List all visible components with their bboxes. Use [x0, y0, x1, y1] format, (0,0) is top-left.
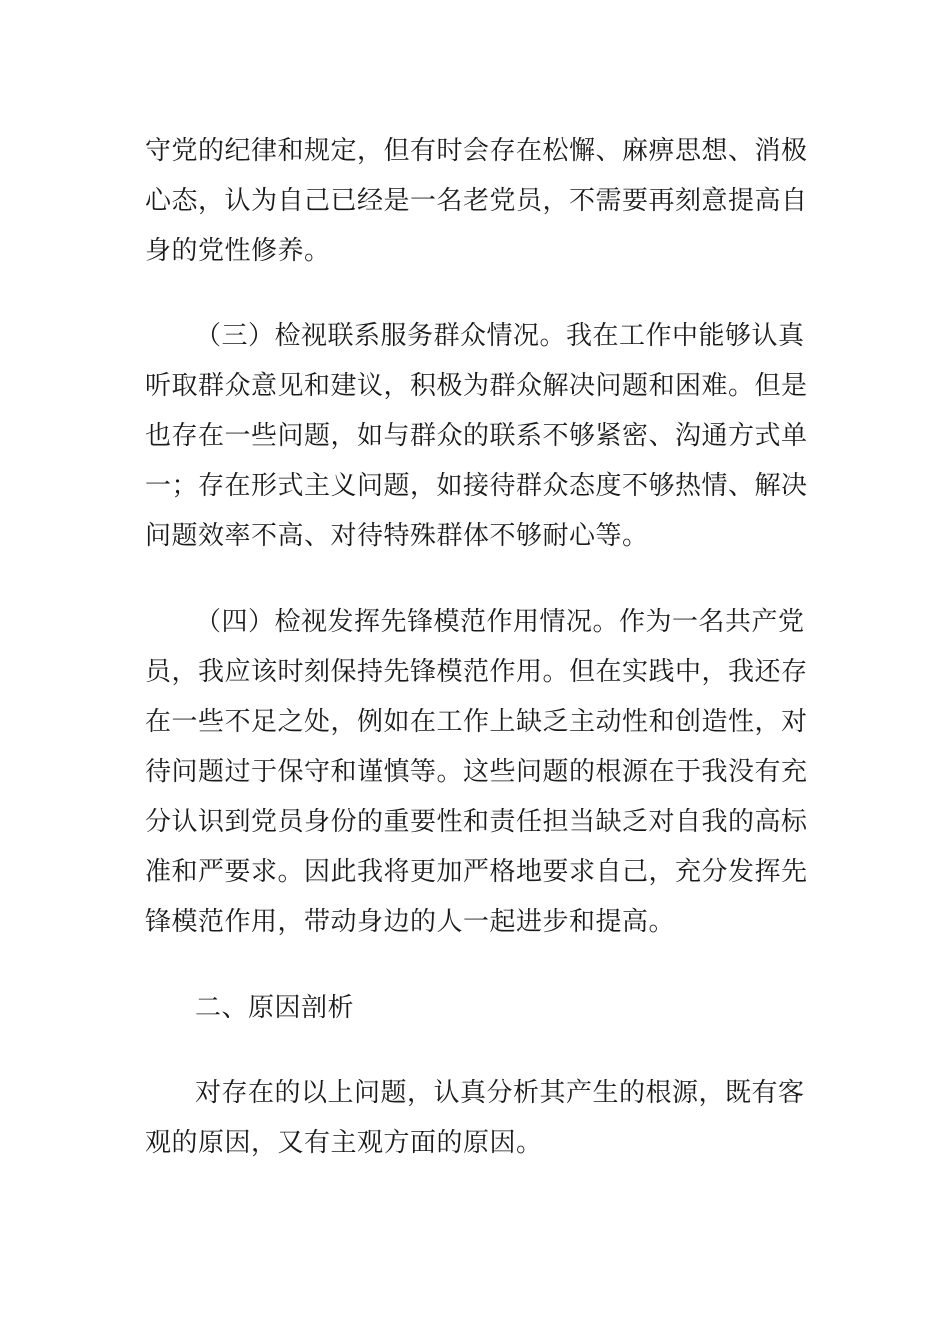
- text-line: 锋模范作用，带动身边的人一起进步和提高。: [145, 907, 676, 937]
- section-heading-cause-analysis: [145, 983, 790, 1033]
- text-line: 身的党性修养。: [145, 236, 331, 266]
- paragraph-serving-masses: [145, 311, 808, 561]
- text-line: 准和严要求。因此我将更加严格地要求自己，充分发挥先: [145, 857, 808, 887]
- text-line: 也存在一些问题，如与群众的联系不够紧密、沟通方式单: [145, 421, 808, 451]
- paragraph-party-discipline-continued: [145, 126, 808, 276]
- text-line: 员，我应该时刻保持先锋模范作用。但在实践中，我还存: [145, 657, 808, 687]
- text-line: 问题效率不高、对待特殊群体不够耐心等。: [145, 521, 649, 551]
- text-line: 心态，认为自己已经是一名老党员，不需要再刻意提高自: [145, 186, 808, 216]
- text-line: 守党的纪律和规定，但有时会存在松懈、麻痹思想、消极: [145, 136, 808, 166]
- text-line: 一；存在形式主义问题，如接待群众态度不够热情、解决: [145, 471, 808, 501]
- text-line: 观的原因，又有主观方面的原因。: [145, 1128, 543, 1158]
- text-line: 对存在的以上问题，认真分析其产生的根源，既有客: [195, 1078, 805, 1108]
- text-line: 听取群众意见和建议，积极为群众解决问题和困难。但是: [145, 371, 808, 401]
- paragraph-cause-intro: [145, 1068, 805, 1168]
- section-heading: 二、原因剖析: [195, 993, 355, 1023]
- text-line: 待问题过于保守和谨慎等。这些问题的根源在于我没有充: [145, 757, 808, 787]
- paragraph-vanguard-role: [145, 597, 808, 947]
- text-line: （四）检视发挥先锋模范作用情况。作为一名共产党: [195, 607, 805, 637]
- text-line: 在一些不足之处，例如在工作上缺乏主动性和创造性，对: [145, 707, 808, 737]
- text-line: （三）检视联系服务群众情况。我在工作中能够认真: [195, 321, 805, 351]
- text-line: 分认识到党员身份的重要性和责任担当缺乏对自我的高标: [145, 807, 808, 837]
